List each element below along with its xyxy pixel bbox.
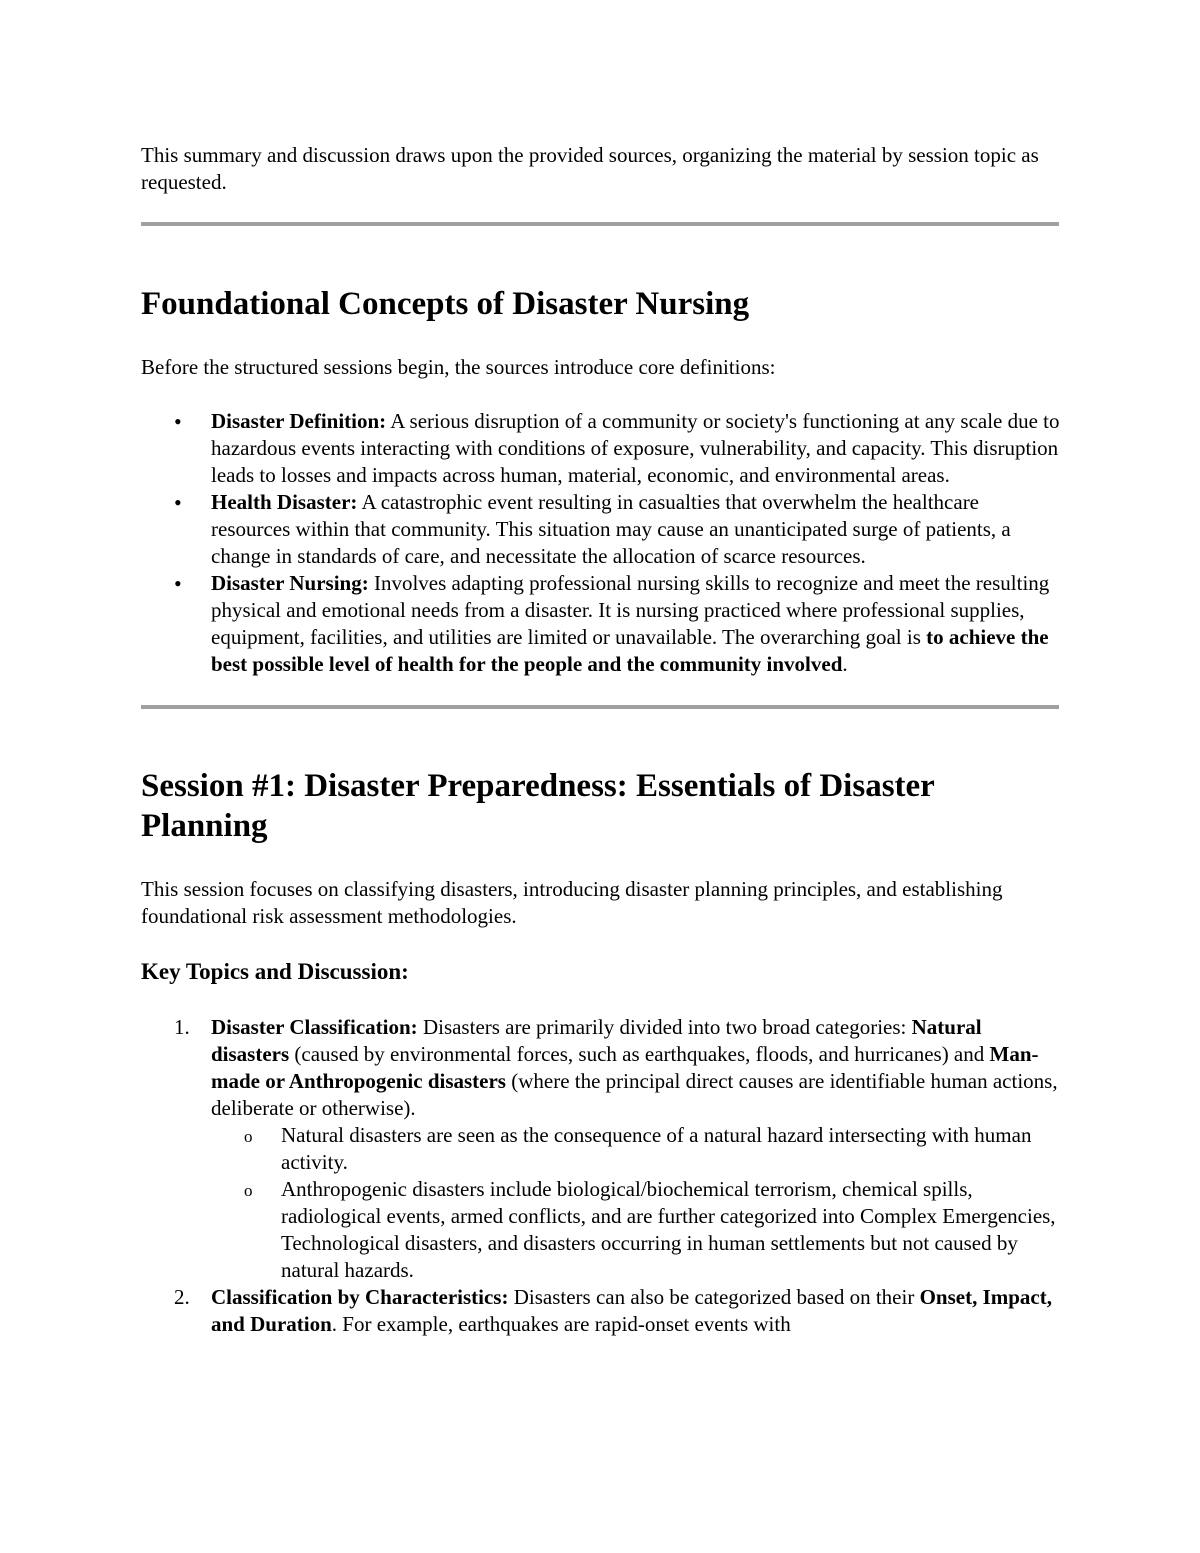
topic-text: (caused by environmental forces, such as earthquakes, floods, and hurricanes) and xyxy=(289,1042,990,1066)
topic-text: Disasters are primarily divided into two broad categories: xyxy=(417,1015,912,1039)
sub-item-text: Anthropogenic disasters include biological/biochemical terrorism, chemical spills, radiological events, armed conflicts, and are further categorized into Complex Emergencies, Technological disasters, and disasters occurring in human settlements but not caused by natural hazards. xyxy=(281,1177,1056,1282)
bullet-icon: • xyxy=(174,571,182,596)
bullet-icon: • xyxy=(174,490,182,515)
topic-text: . For example, earthquakes are rapid-onset events with xyxy=(331,1312,791,1336)
definition-emphasis: to achieve the best possible level of health for the people and the community involved xyxy=(211,625,1049,676)
list-number: 2. xyxy=(174,1285,190,1309)
definition-tail: . xyxy=(842,652,848,676)
definition-text: Involves adapting professional nursing skills to recognize and meet the resulting physical and emotional needs from a disaster. It is nursing practiced where professional supplies, equipment, facilities, and utilities are limited or unavailable. The overarching goal is xyxy=(211,571,1050,649)
foundational-lead-paragraph: Before the structured sessions begin, the sources introduce core definitions: xyxy=(141,355,776,379)
document-page xyxy=(141,142,1061,1338)
topic-text: Disasters can also be categorized based on their xyxy=(508,1285,920,1309)
list-item xyxy=(174,1284,1061,1338)
list-number: 1. xyxy=(174,1015,190,1039)
definition-text: A serious disruption of a community or society's functioning at any scale due to hazardous events interacting with conditions of exposure, vulnerability, and capacity. This disruption leads to losses and impacts across human, material, economic, and environmental areas. xyxy=(211,409,1060,487)
topic-term: Classification by Characteristics: xyxy=(211,1285,509,1309)
circle-bullet-icon: o xyxy=(244,1181,253,1200)
session1-lead-paragraph: This session focuses on classifying disasters, introducing disaster planning principles, and establishing foundational risk assessment methodologies. xyxy=(141,877,1003,928)
topic-term: Disaster Classification: xyxy=(211,1015,418,1039)
section-divider xyxy=(141,705,1059,709)
section-divider xyxy=(141,222,1059,226)
definition-term: Disaster Definition: xyxy=(211,409,387,433)
topic-emphasis: Natural disasters xyxy=(211,1015,982,1066)
sub-list xyxy=(211,1122,1061,1284)
list-item xyxy=(174,489,1061,570)
definition-term: Health Disaster: xyxy=(211,490,358,514)
bullet-icon: • xyxy=(174,409,182,434)
topic-text: (where the principal direct causes are identifiable human actions, deliberate or otherwise). xyxy=(211,1069,1058,1120)
topic-emphasis: Onset, Impact, and Duration xyxy=(211,1285,1052,1336)
list-item xyxy=(174,570,1061,678)
definitions-list xyxy=(141,408,1061,678)
subheading-key-topics: Key Topics and Discussion: xyxy=(141,959,409,984)
definition-term: Disaster Nursing: xyxy=(211,571,369,595)
intro-paragraph: This summary and discussion draws upon the provided sources, organizing the material by session topic as requested. xyxy=(141,143,1039,194)
topic-emphasis: Man-made or Anthropogenic disasters xyxy=(211,1042,1039,1093)
heading-foundational-concepts: Foundational Concepts of Disaster Nursing xyxy=(141,286,750,322)
sub-list-item xyxy=(244,1176,1061,1284)
list-item xyxy=(174,1014,1061,1284)
definition-text: A catastrophic event resulting in casualties that overwhelm the healthcare resources within that community. This situation may cause an unanticipated surge of patients, a change in standards of care, and necessitate the allocation of scarce resources. xyxy=(211,490,1011,568)
key-topics-list xyxy=(141,1014,1061,1338)
heading-session-1: Session #1: Disaster Preparedness: Essentials of Disaster Planning xyxy=(141,768,935,844)
sub-item-text: Natural disasters are seen as the consequence of a natural hazard intersecting with human activity. xyxy=(281,1123,1032,1174)
sub-list-item xyxy=(244,1122,1061,1176)
list-item xyxy=(174,408,1061,489)
circle-bullet-icon: o xyxy=(244,1127,253,1146)
